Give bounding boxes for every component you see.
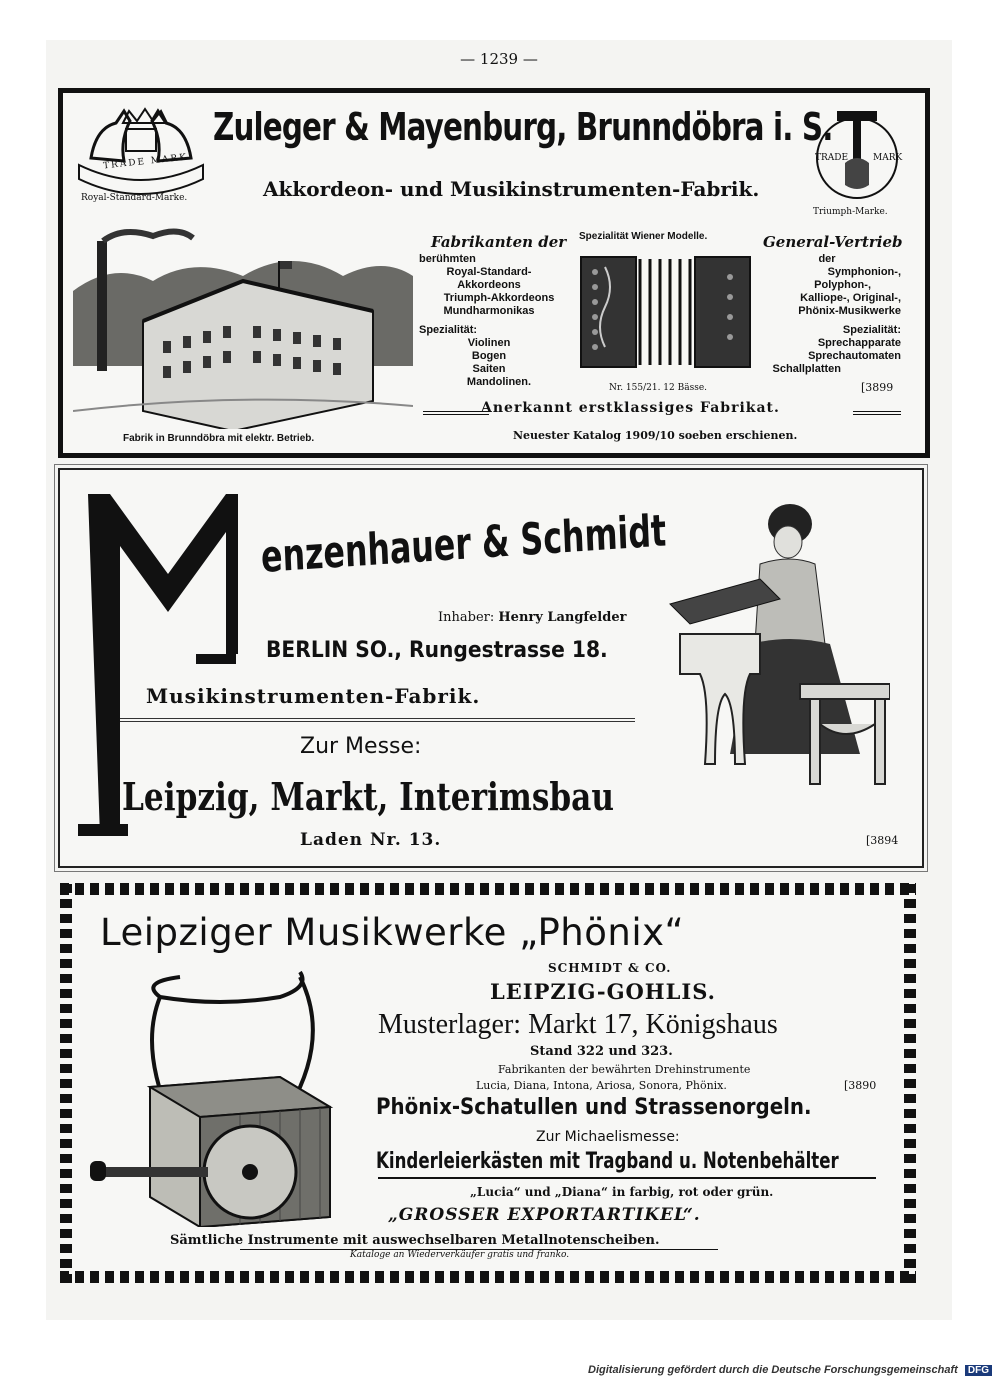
company-subtitle: Akkordeon- und Musikinstrumenten-Fabrik. — [263, 177, 760, 201]
border-left — [60, 883, 72, 1283]
col1-line: Royal-Standard- — [446, 266, 532, 278]
trademark-right-word-2: MARK — [873, 153, 903, 163]
ad3-stand: Stand 322 und 323. — [530, 1044, 673, 1059]
ad3-kids-organs: Kinderleierkästen mit Tragband u. Notenbehälter — [376, 1149, 839, 1174]
col3-spec-line: Sprechautomaten — [808, 350, 901, 362]
ad3-models: Lucia, Diana, Intona, Ariosa, Sonora, Phönix. — [476, 1079, 727, 1092]
col3-spec-line: Schallplatten — [772, 363, 841, 375]
col3-spec-line: Sprechapparate — [817, 337, 901, 349]
ad2-address: BERLIN SO., Rungestrasse 18. — [266, 638, 608, 663]
col1-spec-line: Saiten — [472, 363, 506, 375]
catalog-notice: Neuester Katalog 1909/10 soeben erschienen. — [513, 429, 798, 442]
ad2-title: enzenhauer & Schmidt — [260, 505, 668, 583]
owner-name: Henry Langfelder — [498, 610, 627, 625]
ad3-products: Phönix-Schatullen und Strassenorgeln. — [376, 1095, 812, 1120]
ad3-all-instruments: Sämtliche Instrumente mit auswechselbaren Metallnotenscheiben. — [170, 1233, 660, 1248]
woman-playing-zither-illustration — [650, 494, 890, 794]
accordion-illustration — [575, 247, 755, 377]
ad3-catalogs: Kataloge an Wiederverkäufer gratis und franko. — [350, 1250, 570, 1260]
col3-line: Polyphon-, — [814, 279, 871, 291]
border-bottom — [60, 1271, 916, 1283]
banner-rule-left — [423, 411, 489, 415]
col1-spec-line: Bogen — [471, 350, 507, 362]
trademark-ribbon-text: TRADE MARK — [102, 152, 189, 172]
ad2-fair-label: Zur Messe: — [300, 734, 422, 759]
col3-spec-heading: Spezialität: — [842, 324, 901, 336]
col3-line: Phönix-Musikwerke — [798, 305, 901, 317]
col3-list — [753, 253, 901, 376]
ad3-export: „GROSSER EXPORTARTIKEL“. — [388, 1205, 701, 1225]
ad3-location: LEIPZIG-GOHLIS. — [490, 979, 716, 1004]
ad3-ref: [3890 — [844, 1079, 877, 1092]
factory-caption: Fabrik in Brunndöbra mit elektr. Betrieb. — [123, 433, 315, 444]
col1-spec-heading: Spezialität: — [419, 324, 478, 336]
banner-rule-right — [853, 411, 901, 415]
ad2-divider — [120, 718, 635, 722]
ad2-shop: Laden Nr. 13. — [300, 830, 442, 850]
ad3-makers: Fabrikanten der bewährten Drehinstrumente — [498, 1063, 751, 1076]
factory-illustration — [73, 221, 413, 429]
ad-zuleger-mayenburg — [58, 88, 930, 458]
col2-heading: Spezialität Wiener Modelle. — [579, 231, 708, 242]
col1-line: berühmten — [419, 253, 476, 265]
ad2-factory: Musikinstrumenten-Fabrik. — [146, 684, 481, 708]
royal-standard-trademark-icon — [71, 103, 211, 203]
ad3-showroom: Musterlager: Markt 17, Königshaus — [378, 1009, 778, 1040]
col3-line: Kalliope-, Original-, — [800, 292, 901, 304]
ad2-owner — [438, 610, 626, 625]
col1-line: Akkordeons — [457, 279, 521, 291]
ad3-fair: Zur Michaelismesse: — [536, 1129, 680, 1145]
ad3-underline — [378, 1177, 876, 1179]
dfg-logo: DFG — [965, 1365, 992, 1376]
digitization-footer — [588, 1364, 992, 1376]
col3-line: Symphonion-, — [827, 266, 901, 278]
barrel-organ-illustration — [90, 967, 360, 1227]
footer-text: Digitalisierung gefördert durch die Deutsche Forschungsgemeinschaft — [588, 1364, 958, 1376]
quality-banner: Anerkannt erstklassiges Fabrikat. — [481, 400, 780, 416]
royal-standard-caption: Royal-Standard-Marke. — [81, 193, 188, 203]
border-top — [60, 883, 916, 895]
col1-list — [419, 253, 559, 389]
col1-line: Mundharmonikas — [443, 305, 535, 317]
page-number: — 1239 — — [460, 50, 538, 68]
col1-line: Triumph-Akkordeons — [443, 292, 555, 304]
scanned-page — [46, 40, 952, 1320]
ad1-ref: [3899 — [861, 381, 894, 394]
ad3-title: Leipziger Musikwerke „Phönix“ — [100, 911, 685, 954]
ad-leipziger-musikwerke-phoenix — [60, 883, 916, 1283]
col1-spec-line: Mandolinen. — [466, 376, 532, 388]
ad3-firm: SCHMIDT & CO. — [548, 961, 672, 975]
col3-heading: General-Vertrieb — [763, 233, 903, 251]
trademark-right-word-1: TRADE — [815, 153, 849, 163]
ad3-variants: „Lucia“ und „Diana“ in farbig, rot oder grün. — [470, 1185, 774, 1199]
triumph-caption: Triumph-Marke. — [813, 207, 888, 217]
ad-menzenhauer-schmidt — [58, 468, 924, 868]
ad2-ref: [3894 — [866, 834, 899, 847]
col1-heading: Fabrikanten der — [431, 233, 567, 251]
ad2-fair-location: Leipzig, Markt, Interimsbau — [122, 774, 615, 819]
border-right — [904, 883, 916, 1283]
col1-spec-line: Violinen — [467, 337, 511, 349]
company-title: Zuleger & Mayenburg, Brunndöbra i. S. — [213, 105, 833, 149]
owner-label: Inhaber: — [438, 610, 495, 625]
accordion-caption: Nr. 155/21. 12 Bässe. — [609, 383, 708, 393]
col3-line: der — [818, 253, 836, 265]
